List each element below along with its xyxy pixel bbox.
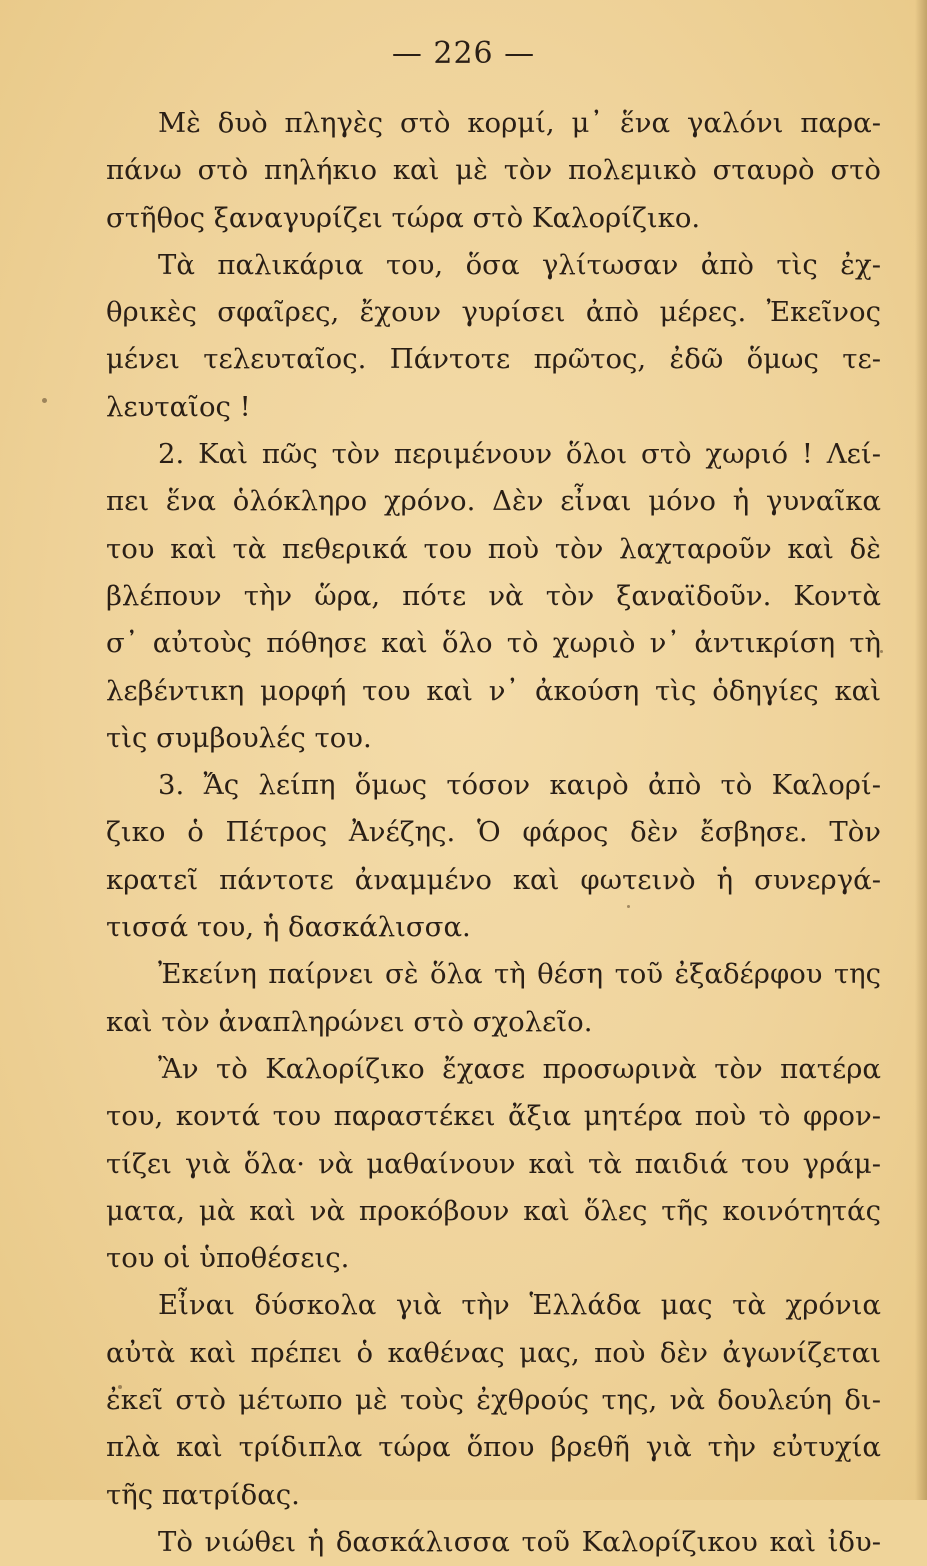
text-line: ζικο ὁ Πέτρος Ἀνέζης. Ὁ φάρος δὲν ἔσβησε. Τὸν xyxy=(106,816,881,849)
text-line: Τὸ νιώθει ἡ δασκάλισσα τοῦ Καλορίζικου καὶ ἰδυ- xyxy=(158,1525,881,1558)
text-line: τίζει γιὰ ὅλα· νὰ μαθαίνουν καὶ τὰ παιδιά του γράμ- xyxy=(106,1147,881,1180)
text-line: τὶς συμβουλές του. xyxy=(106,721,372,754)
paper-speck xyxy=(880,650,883,653)
paper-speck xyxy=(118,1385,122,1389)
text-line: πλὰ καὶ τρίδιπλα τώρα ὅπου βρεθῆ γιὰ τὴν εὐτυχία xyxy=(106,1431,881,1464)
text-line: πει ἕνα ὁλόκληρο χρόνο. Δὲν εἶναι μόνο ἡ γυναῖκα xyxy=(106,485,881,518)
text-line: αὐτὰ καὶ πρέπει ὁ καθένας μας, ποὺ δὲν ἀγωνίζεται xyxy=(106,1336,881,1369)
text-line: κρατεῖ πάντοτε ἀναμμένο καὶ φωτεινὸ ἡ συνεργά- xyxy=(106,863,881,896)
page-number: — 226 — xyxy=(391,36,536,71)
text-line: λεβέντικη μορφή του καὶ ν᾽ ἀκούση τὶς ὁδηγίες καὶ xyxy=(106,674,881,707)
text-line: στῆθος ξαναγυρίζει τώρα στὸ Καλορίζικο. xyxy=(106,201,701,234)
text-line: του οἱ ὑποθέσεις. xyxy=(106,1242,350,1275)
text-line: πάνω στὸ πηλήκιο καὶ μὲ τὸν πολεμικὸ σταυρὸ στὸ xyxy=(106,154,881,187)
text-line: ματα, μὰ καὶ νὰ προκόβουν καὶ ὅλες τῆς κοινότητάς xyxy=(106,1194,881,1227)
text-line: θρικὲς σφαῖρες, ἔχουν γυρίσει ἀπὸ μέρες. Ἐκεῖνος xyxy=(106,296,881,329)
page-edge-shadow xyxy=(915,0,927,1500)
text-line: τισσά του, ἡ δασκάλισσα. xyxy=(106,911,471,944)
text-line: μένει τελευταῖος. Πάντοτε πρῶτος, ἐδῶ ὅμως τε- xyxy=(106,343,881,376)
text-line: Ἂν τὸ Καλορίζικο ἔχασε προσωρινὰ τὸν πατέρα xyxy=(158,1052,881,1085)
text-line: Εἶναι δύσκολα γιὰ τὴν Ἑλλάδα μας τὰ χρόνια xyxy=(158,1289,881,1322)
text-line: σ᾽ αὐτοὺς πόθησε καὶ ὅλο τὸ χωριὸ ν᾽ ἀντικρίση τὴ xyxy=(106,627,881,660)
paper-speck xyxy=(42,398,47,403)
text-line: ἐκεῖ στὸ μέτωπο μὲ τοὺς ἐχθρούς της, νὰ δουλεύη δι- xyxy=(106,1384,881,1417)
text-line: 3. Ἄς λείπη ὅμως τόσον καιρὸ ἀπὸ τὸ Καλορί- xyxy=(158,769,881,802)
text-line: Μὲ δυὸ πληγὲς στὸ κορμί, μ᾽ ἕνα γαλόνι παρα- xyxy=(158,107,881,139)
text-line: του, κοντά του παραστέκει ἄξια μητέρα ποὺ τὸ φρον- xyxy=(106,1100,881,1133)
paper-speck xyxy=(627,905,630,908)
text-line: βλέπουν τὴν ὥρα, πότε νὰ τὸν ξαναϊδοῦν. Κοντὰ xyxy=(106,579,881,612)
text-line: καὶ τὸν ἀναπληρώνει στὸ σχολεῖο. xyxy=(106,1005,593,1038)
text-line: τῆς πατρίδας. xyxy=(106,1478,300,1511)
text-line: Τὰ παλικάρια του, ὅσα γλίτωσαν ἀπὸ τὶς ἐχ- xyxy=(158,248,881,281)
text-line: 2. Καὶ πῶς τὸν περιμένουν ὅλοι στὸ χωριό ! Λεί- xyxy=(158,438,881,471)
text-line: λευταῖος ! xyxy=(106,390,251,423)
body-text xyxy=(106,100,881,1566)
text-line: Ἐκείνη παίρνει σὲ ὅλα τὴ θέση τοῦ ἐξαδέρφου της xyxy=(158,958,881,991)
text-line: του καὶ τὰ πεθερικά του ποὺ τὸν λαχταροῦν καὶ δὲ xyxy=(106,532,881,565)
